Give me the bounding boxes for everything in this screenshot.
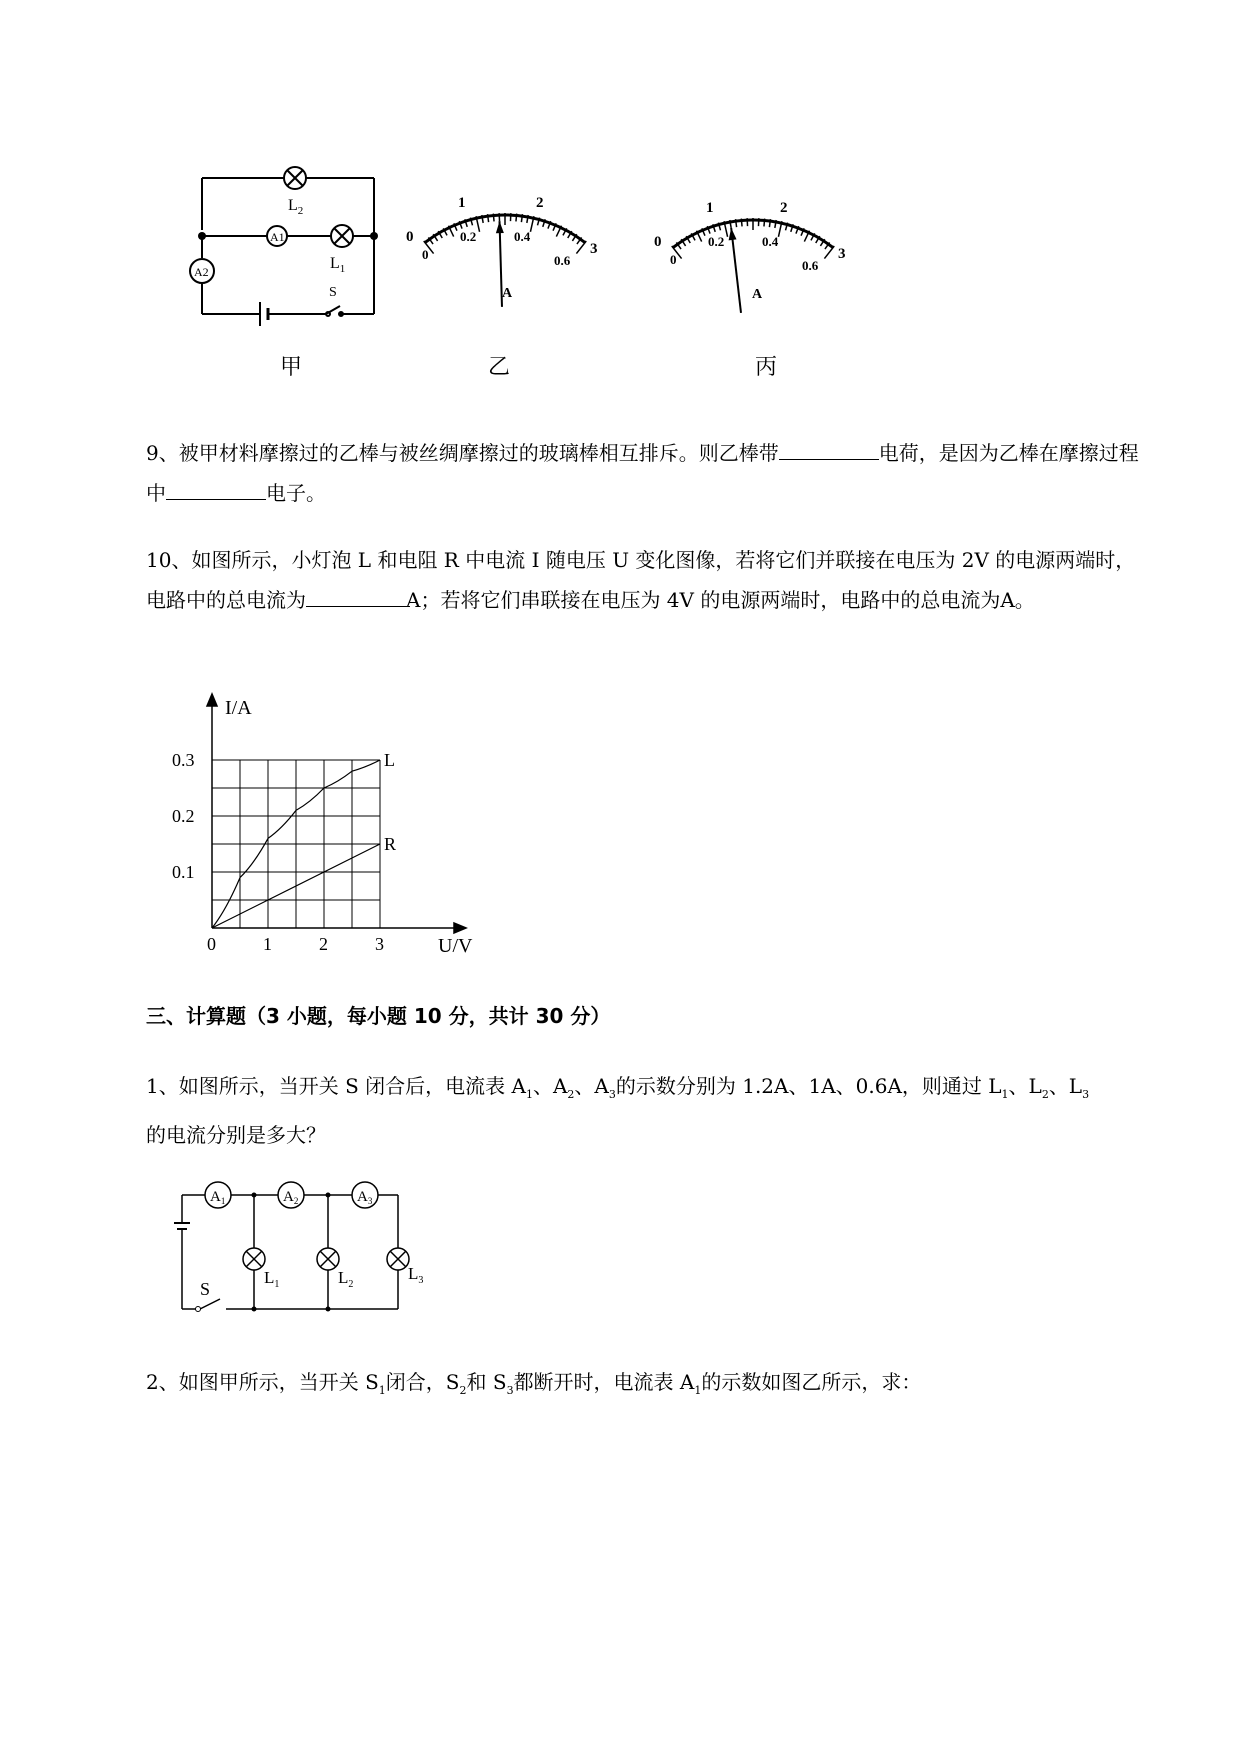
label-L1: $L_1$ xyxy=(330,255,346,275)
circuit-calc1 xyxy=(170,1175,440,1320)
meter-top-2: 2 xyxy=(536,195,544,211)
label-S: S xyxy=(329,285,337,300)
meter-bottom-0: 0 xyxy=(422,247,429,262)
caption-bing: 丙 xyxy=(755,355,778,380)
circuit-jia xyxy=(180,150,390,330)
meter-top-1: 1 xyxy=(706,200,714,216)
c1-L1: $L_1$ xyxy=(264,1268,280,1290)
meter-bottom-0.6: 0.6 xyxy=(554,253,571,268)
meter-bottom-0.6: 0.6 xyxy=(802,258,819,273)
calc-question-1: 1、如图所示，当开关 S 闭合后，电流表 $A_1$、$A_2$、$A_3$的示数分别为 1.2A、1A、0.6A，则通过 $L_1$、$L_2$、$L_3$ 的电流分别是多大？ xyxy=(146,1074,1090,1147)
c1-A3: $A_3$ xyxy=(357,1189,373,1206)
blank-9b[interactable] xyxy=(166,473,266,500)
x-tick-2: 2 xyxy=(319,934,328,954)
x-tick-1: 1 xyxy=(263,934,272,954)
blank-9a[interactable] xyxy=(779,433,879,460)
label-A2: A2 xyxy=(194,265,209,279)
series-label-R: R xyxy=(384,834,397,854)
c1-S: S xyxy=(200,1279,211,1299)
ammeter-yi xyxy=(400,195,610,315)
c1-L2: $L_2$ xyxy=(338,1268,354,1290)
c1-A1: $A_1$ xyxy=(210,1189,226,1206)
meter-pointer-label: A xyxy=(502,286,513,301)
calc-question-2: 2、如图甲所示，当开关 $S_1$闭合，$S_2$和 $S_3$都断开时，电流表 $A_1$的示数如图乙所示，求： xyxy=(146,1370,922,1397)
question-10: 10、如图所示，小灯泡 L 和电阻 R 中电流 I 随电压 U 变化图像，若将它们并联接在电压为 2V 的电源两端时，电路中的总电流为 A；若将它们串联接在电压为 4V 的电源两端时，电路中的总电流为A。 xyxy=(146,548,1136,612)
y-tick-0.2: 0.2 xyxy=(172,806,195,826)
label-L2: $L_2$ xyxy=(288,197,304,217)
y-tick-0.1: 0.1 xyxy=(172,862,195,882)
c1-L3: $L_3$ xyxy=(408,1264,424,1286)
meter-pointer-label: A xyxy=(752,287,763,302)
meter-top-3: 3 xyxy=(838,246,846,262)
meter-bottom-0: 0 xyxy=(670,252,677,267)
blank-10a[interactable] xyxy=(306,580,406,607)
meter-top-0: 0 xyxy=(406,229,414,245)
question-9: 9、被甲材料摩擦过的乙棒与被丝绸摩擦过的玻璃棒相互排斥。则乙棒带 电荷，是因为乙棒在摩擦过程中 电子。 xyxy=(146,433,1146,513)
section-heading: 三、计算题（3 小题，每小题 10 分，共计 30 分） xyxy=(146,1004,611,1028)
caption-yi: 乙 xyxy=(488,355,511,380)
meter-top-0: 0 xyxy=(654,234,662,250)
y-tick-0.3: 0.3 xyxy=(172,750,195,770)
iu-chart xyxy=(170,690,490,960)
label-A1: A1 xyxy=(270,230,285,244)
x-tick-3: 3 xyxy=(375,934,384,954)
y-axis-label: I/A xyxy=(225,697,252,719)
meter-top-3: 3 xyxy=(590,241,598,257)
meter-top-1: 1 xyxy=(458,195,466,211)
c1-A2: $A_2$ xyxy=(283,1189,299,1206)
meter-bottom-0.2: 0.2 xyxy=(708,234,725,249)
series-label-L: L xyxy=(384,750,395,770)
meter-bottom-0.2: 0.2 xyxy=(460,229,477,244)
ammeter-bing xyxy=(648,195,858,325)
x-axis-label: U/V xyxy=(438,935,473,957)
x-tick-0: 0 xyxy=(207,934,216,954)
meter-bottom-0.4: 0.4 xyxy=(762,234,779,249)
meter-top-2: 2 xyxy=(780,200,788,216)
meter-bottom-0.4: 0.4 xyxy=(514,229,531,244)
caption-jia: 甲 xyxy=(280,355,303,380)
